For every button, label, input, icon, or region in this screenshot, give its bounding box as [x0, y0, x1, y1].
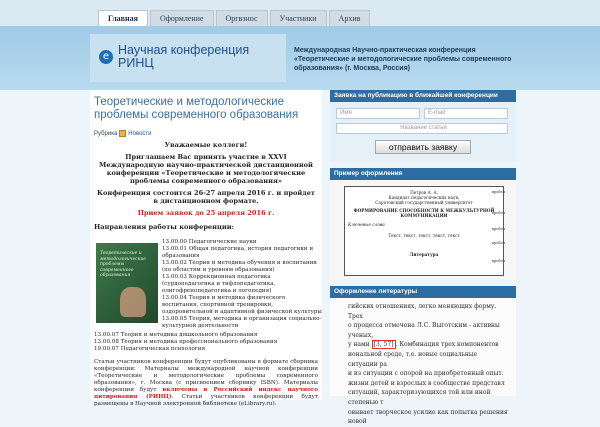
deadline-text: Прием заявок до 25 апреля 2016 г. [137, 209, 275, 217]
logo-subtitle: РИНЦ [118, 56, 154, 70]
example-document: пробел Петров А. А. Кандидат педагогических наук, Саратовский государственный университет пробел ФОРМИРОВАНИЕ СПОСОБНОСТИ К МЕЖКУЛЬТУРНОЙ КОММУНИКАЦИИ пробел Ключевые слова пробел Текст, текст, текст, текст, текст пробел Литература [344, 186, 504, 276]
literature-sample-text: гийских отношениях, легко меняющих форму. Трех о процесса отмечена Л.С. Выготским - активны ученых, у нами [3, 57] . Комбинация трех компонентов иональной среде, т.е. новые социальные ситуации ра и из ситуации с опорой на приобретенный опыт. жизни детей и взрослых в сообществе представл ситуаций, характеризующихся той или иной степенью т овывает творческое усилие как попытка решения новой [348, 303, 508, 426]
rinc-highlight: включены в Российский индекс научного цитирования (РИНЦ) [94, 387, 318, 400]
invitation-text: Приглашаем Вас принять участие в XXVI Международную научно-практической дистанционной конференции «Теоретические и методологические проблемы современного образования» [99, 153, 313, 185]
list-item: 13.00.02 Теория и методика обучения и воспитания (по областям и уровням образования) [162, 260, 317, 273]
directions-heading: Направления работы конференции: [94, 223, 235, 231]
email-input[interactable]: E-mail [424, 108, 508, 119]
example-widget-title: Пример оформления [330, 168, 516, 180]
top-bar [0, 0, 600, 26]
list-item: 13.00.03 Коррекционная педагогика (сурдопедагогика и тифлопедагогика, олигофренопедагогика и логопедия) [162, 274, 276, 294]
list-item: 13.00.08 Теория и методика профессионального образования [94, 339, 278, 345]
name-input[interactable]: Имя [336, 108, 420, 119]
gap-label: пробел [491, 259, 505, 263]
site-logo[interactable] [90, 34, 286, 82]
apply-widget [330, 90, 516, 162]
directions-list-continued [94, 332, 322, 353]
tab-fee[interactable]: Оргвзнос [216, 10, 268, 26]
article-title-input[interactable]: Название статьи [336, 123, 508, 134]
tab-archive[interactable]: Архив [329, 10, 371, 26]
list-item: 13.00.07 Теория и методика дошкольного образования [94, 332, 258, 338]
logo-e-icon: e [99, 50, 113, 64]
apply-widget-title: Заявка на публикацию в ближайшей конференции [330, 90, 516, 102]
gap-label: пробел [491, 211, 505, 215]
list-item: 19.00.07 Педагогическая психология [94, 346, 206, 352]
example-image[interactable] [330, 180, 516, 280]
publication-info: Статьи участников конференции будут опубликованы в формате сборника конференции: Материалы международной научной конференции «Теоретические и методологические проблемы современного образования», г. Москва (с присвоением сборнику ISBN). Материалы конференции будут включены в Российский индекс научного цитирования (РИНЦ). Статьи участников конференции будут размещены в Научной электронной библиотеке (eLibrary.ru). [94, 359, 318, 407]
header-description: Международная Научно-практическая конференция «Теоретические и методологические проблемы современного образования» (г. Москва, Россия) [294, 47, 512, 72]
citation-highlight: [3, 57] [373, 341, 394, 349]
list-item: 13.00.05 Теория, методика и организация социально-культурной деятельности [162, 316, 322, 329]
post-title[interactable]: Теоретические и методологические проблемы современного образования [94, 96, 299, 121]
greeting: Уважаемые коллеги! [164, 141, 248, 149]
conference-dates: Конференция состоится 26-27 апреля 2016 г. и пройдет в дистанционном формате. [97, 189, 315, 205]
sidebar [330, 90, 516, 426]
category-link[interactable]: Новости [128, 130, 152, 137]
example-widget [330, 168, 516, 280]
main-nav [98, 10, 372, 26]
submit-application-button[interactable]: отправить заявку [375, 140, 471, 154]
category-label: Рубрика [94, 130, 118, 137]
directions-list [162, 239, 322, 330]
book-title: Теоретические и методологические проблемы современного образования [100, 251, 146, 278]
post-meta [94, 130, 318, 137]
main-content [90, 90, 322, 407]
literature-widget-title: Оформление литературы [330, 286, 516, 298]
tab-home[interactable]: Главная [98, 10, 148, 26]
tab-formatting[interactable]: Оформление [150, 10, 214, 26]
list-item: 13.00.00 Педагогические науки [162, 239, 257, 245]
literature-example-image[interactable] [330, 298, 516, 426]
hand-illustration [120, 287, 146, 317]
apply-form [330, 102, 516, 162]
directions-block [94, 235, 322, 355]
gap-label: пробел [491, 227, 505, 231]
list-item: 13.00.01 Общая педагогика, история педагогики и образования [162, 246, 314, 259]
tab-participants[interactable]: Участники [270, 10, 327, 26]
literature-widget [330, 286, 516, 426]
logo-title: Научная конференция [118, 43, 250, 57]
list-item: 13.00.04 Теория и методика физического воспитания, спортивной тренировки, оздоровительной и адаптивной физической культуры [162, 295, 322, 315]
folder-icon [119, 130, 126, 137]
site-header [0, 26, 600, 90]
gap-label: пробел [491, 241, 505, 245]
gap-label: пробел [491, 190, 505, 194]
proceedings-cover-image [96, 243, 158, 323]
